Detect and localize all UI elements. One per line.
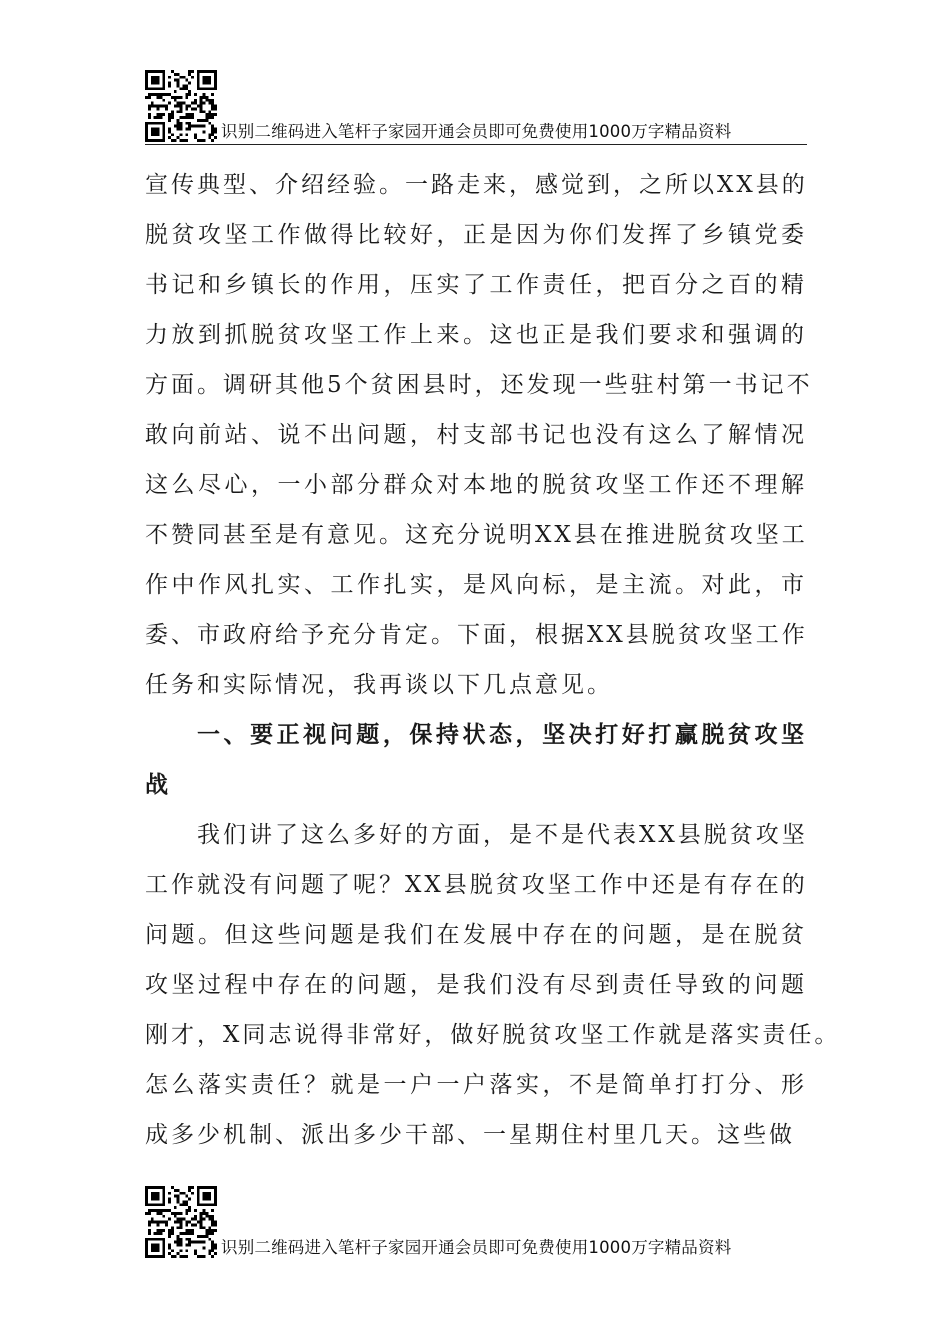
text-line: 攻坚过程中存在的问题，是我们没有尽到责任导致的问题 [145,972,807,998]
paragraph-2 [145,810,841,1160]
text-line: 宣传典型、介绍经验。一路走来，感觉到，之所以XX县的 [145,172,808,198]
text-line: 我们讲了这么多好的方面，是不是代表XX县脱贫攻坚 [197,822,808,848]
header-notice: 识别二维码进入笔杆子家园开通会员即可免费使用1000万字精品资料 [221,122,732,141]
text-line: 工作就没有问题了呢？XX县脱贫攻坚工作中还是有存在的 [145,872,808,898]
section-heading [145,710,807,810]
text-line: 这么尽心，一小部分群众对本地的脱贫攻坚工作还不理解 [145,472,807,498]
text-line: 成多少机制、派出多少干部、一星期住村里几天。这些做 [145,1122,795,1148]
text-line: 作中作风扎实、工作扎实，是风向标，是主流。对此，市 [145,572,807,598]
text-line: 问题。但这些问题是我们在发展中存在的问题，是在脱贫 [145,922,807,948]
page-header [145,70,807,145]
text-line: 脱贫攻坚工作做得比较好，正是因为你们发挥了乡镇党委 [145,222,807,248]
text-line: 战 [145,772,171,798]
text-line: 力放到抓脱贫攻坚工作上来。这也正是我们要求和强调的 [145,322,807,348]
text-line: 不赞同甚至是有意见。这充分说明XX县在推进脱贫攻坚工 [145,522,808,548]
qr-code-icon[interactable] [145,70,217,142]
text-line: 敢向前站、说不出问题，村支部书记也没有这么了解情况 [145,422,807,448]
text-line: 任务和实际情况，我再谈以下几点意见。 [145,672,613,698]
paragraph-1 [145,160,813,710]
text-line: 委、市政府给予充分肯定。下面，根据XX县脱贫攻坚工作 [145,622,808,648]
text-line: 一、要正视问题，保持状态，坚决打好打赢脱贫攻坚 [197,722,807,748]
document-body [145,160,841,1160]
footer-notice: 识别二维码进入笔杆子家园开通会员即可免费使用1000万字精品资料 [221,1238,732,1257]
text-line: 书记和乡镇长的作用，压实了工作责任，把百分之百的精 [145,272,807,298]
qr-code-icon[interactable] [145,1186,217,1258]
page-footer [145,1186,807,1260]
text-line: 方面。调研其他5个贫困县时，还发现一些驻村第一书记不 [145,372,813,398]
text-line: 刚才，X同志说得非常好，做好脱贫攻坚工作就是落实责任。 [145,1022,841,1048]
text-line: 怎么落实责任？就是一户一户落实，不是简单打打分、形 [145,1072,807,1098]
